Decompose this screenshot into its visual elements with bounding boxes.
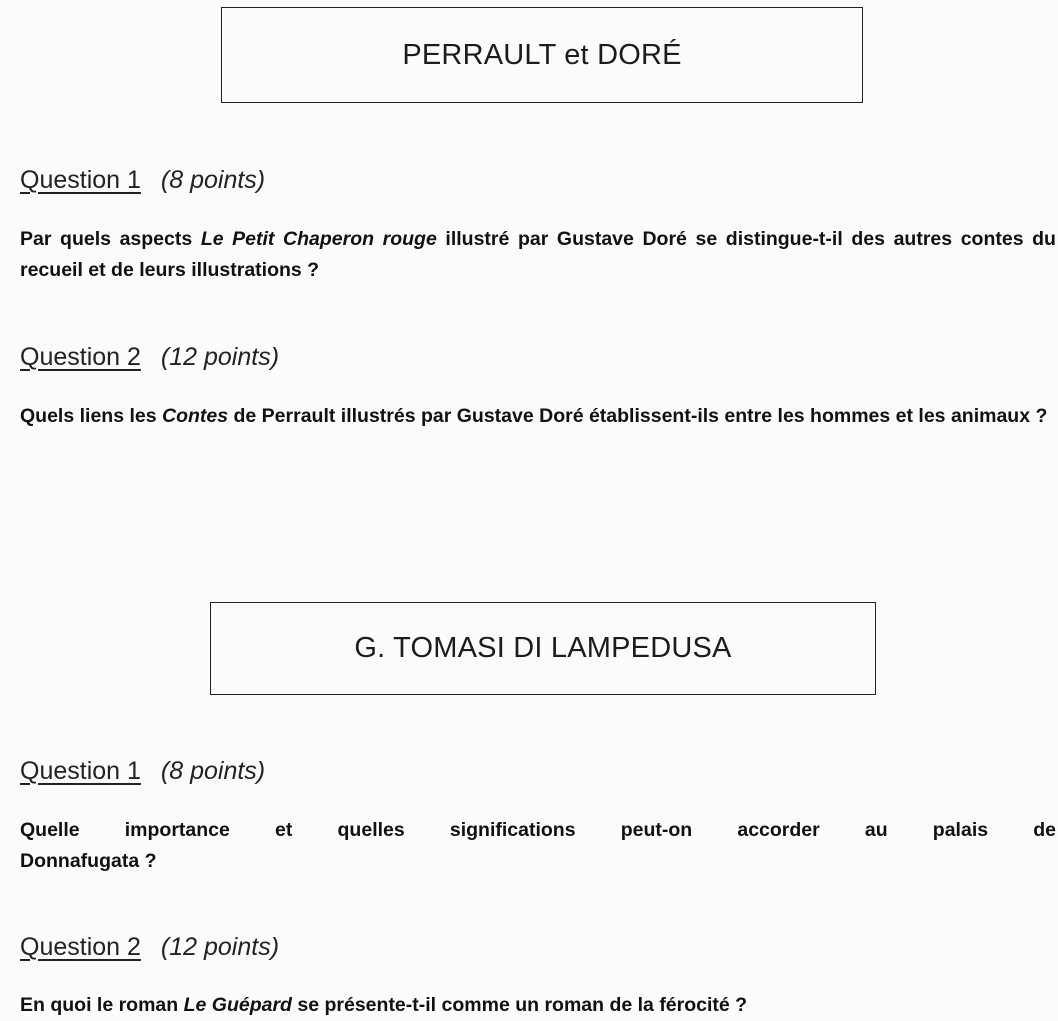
question-text-part: En quoi le roman [20, 994, 184, 1016]
section-title-text: PERRAULT et DORÉ [402, 38, 682, 71]
question-heading [20, 933, 279, 962]
question-text-part: Par quels aspects [20, 228, 201, 250]
question-text [20, 990, 1056, 1021]
work-title: Le Petit Chaperon rouge [200, 228, 437, 250]
section-title-perrault [221, 7, 863, 103]
question-heading [20, 343, 279, 372]
section-title-text: G. TOMASI DI LAMPEDUSA [354, 632, 732, 664]
question-heading [20, 166, 265, 195]
question-text [20, 401, 1056, 432]
question-label: Question 2 [20, 343, 141, 371]
question-text-part: Donnafugata ? [20, 850, 157, 872]
question-text [20, 224, 1056, 286]
question-points: (12 points) [160, 933, 280, 961]
question-text-part: de Perrault illustrés par Gustave Doré établissent-ils entre les hommes et les animaux ? [228, 405, 1048, 427]
question-label: Question 1 [20, 166, 141, 194]
question-text-part: Quelle importance et quelles significations peut-on accorder au palais de [20, 819, 1056, 841]
question-label: Question 1 [20, 757, 141, 785]
question-text-part: se présente-t-il comme un roman de la férocité ? [291, 994, 748, 1016]
question-text-part: Quels liens les [20, 405, 162, 427]
question-points: (12 points) [160, 343, 280, 371]
section-title-lampedusa [210, 602, 876, 695]
question-points: (8 points) [160, 757, 266, 785]
question-points: (8 points) [160, 166, 266, 194]
work-title: Le Guépard [183, 994, 292, 1016]
question-label: Question 2 [20, 933, 141, 961]
question-text-part: illustré par Gustave Doré se distingue-t-il des autres contes du recueil et de leurs illustrations ? [20, 228, 1056, 281]
question-text [20, 815, 1056, 877]
question-heading [20, 757, 265, 786]
work-title: Contes [161, 405, 229, 427]
